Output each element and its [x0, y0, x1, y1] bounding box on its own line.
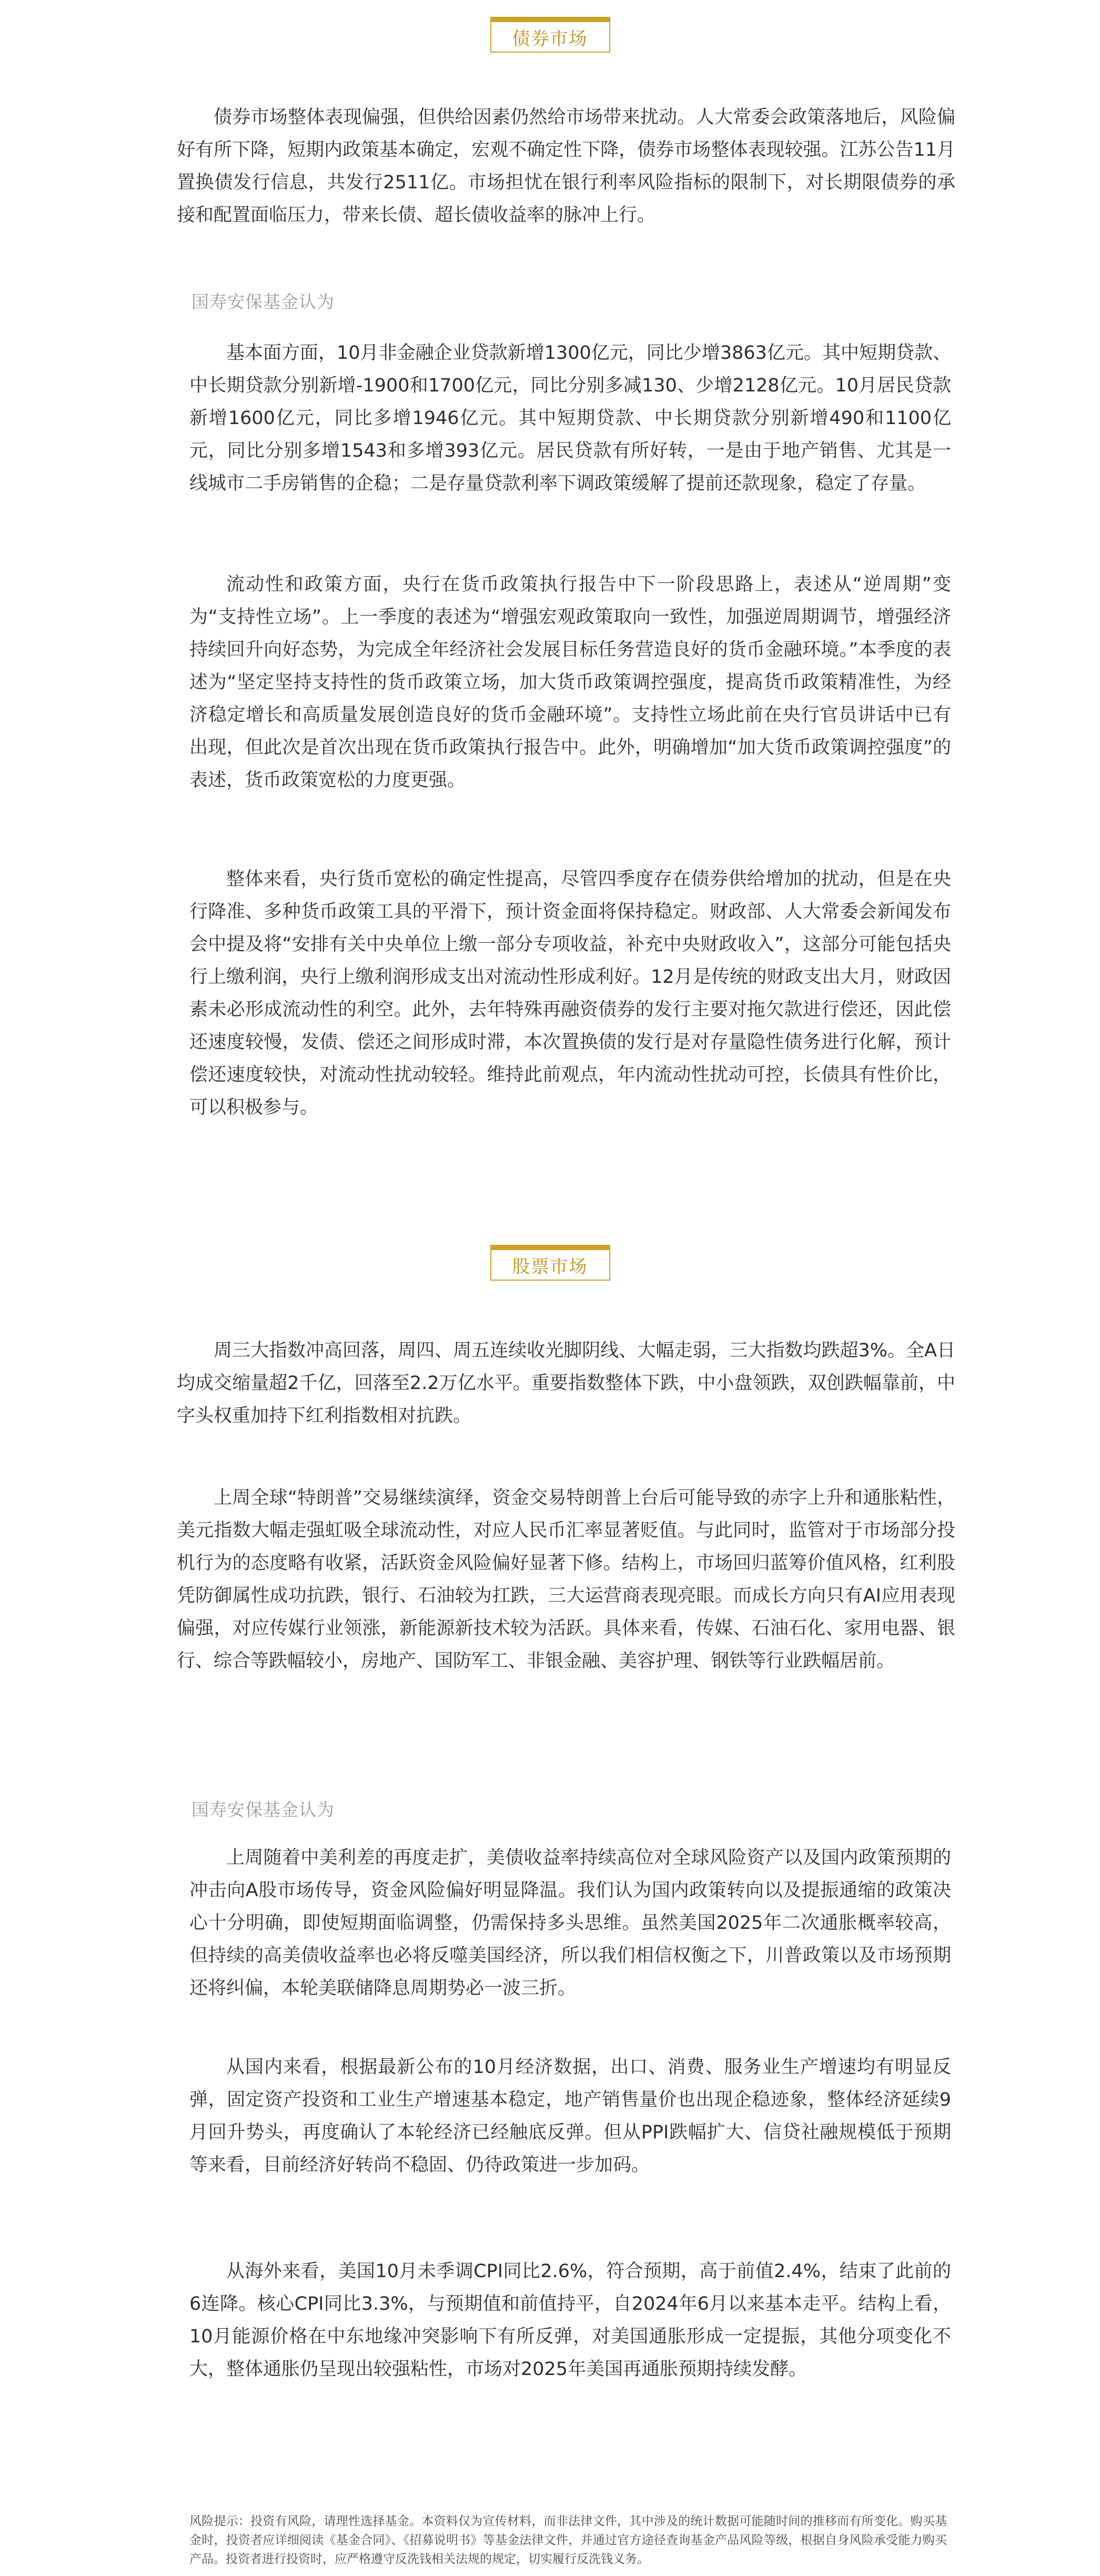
bond-paragraph-liquidity: 流动性和政策方面，央行在货币政策执行报告中下一阶段思路上，表述从“逆周期”变为“支持性立场”。上一季度的表述为“增强宏观政策取向一致性，加强逆周期调节，增强经济持续回升向好态势，为完成全年经济社会发展目标任务营造良好的货币金融环境。”本季度的表述为“坚定坚持支持性的货币政策立场，加大货币政策调控强度，提高货币政策精准性，为经济稳定增长和高质量发展创造良好的货币金融环境”。支持性立场此前在央行官员讲话中已有出现，但此次是首次出现在货币政策执行报告中。此外，明确增加“加大货币政策调控强度”的表述，货币政策宽松的力度更强。: [189, 574, 951, 791]
stock-section-badge: 股票市场: [490, 1245, 610, 1281]
risk-disclaimer: 风险提示：投资有风险，请理性选择基金。本资料仅为宣传材料，而非法律文件，其中涉及的统计数据可能随时间的推移而有所变化。购买基金时，投资者应详细阅读《基金合同》、《招募说明书》等基金法律文件，并通过官方途径查询基金产品风险等级，根据自身风险承受能力购买产品。投资者进行投资时，应严格遵守反洗钱相关法规的规定，切实履行反洗钱义务。: [189, 2514, 947, 2566]
bond-badge-wrap: [0, 17, 1100, 53]
bond-section-badge: 债券市场: [490, 17, 610, 53]
stock-paragraph-overseas: 从海外来看，美国10月未季调CPI同比2.6%，符合预期，高于前值2.4%，结束了此前的6连降。核心CPI同比3.3%，与预期值和前值持平，自2024年6月以来基本走平。结构上看，10月能源价格在中东地缘冲突影响下有所反弹，对美国通胀形成一定提振，其他分项变化不大，整体通胀仍呈现出较强粘性，市场对2025年美国再通胀预期持续发酵。: [189, 2261, 951, 2380]
bond-view-heading: 国寿安保基金认为: [191, 291, 335, 312]
stock-badge-wrap: [0, 1245, 1100, 1281]
bond-intro-paragraph: 债券市场整体表现偏强，但供给因素仍然给市场带来扰动。人大常委会政策落地后，风险偏好有所下降，短期内政策基本确定，宏观不确定性下降，债券市场整体表现较强。江苏公告11月置换债发行信息，共发行2511亿。市场担忧在银行利率风险指标的限制下，对长期限债券的承接和配置面临压力，带来长债、超长债收益率的脉冲上行。: [177, 107, 955, 226]
stock-paragraph-policy: 上周随着中美利差的再度走扩，美债收益率持续高位对全球风险资产以及国内政策预期的冲击向A股市场传导，资金风险偏好明显降温。我们认为国内政策转向以及提振通缩的政策决心十分明确，即使短期面临调整，仍需保持多头思维。虽然美国2025年二次通胀概率较高，但持续的高美债收益率也必将反噬美国经济，所以我们相信权衡之下，川普政策以及市场预期还将纠偏，本轮美联储降息周期势必一波三折。: [189, 1847, 951, 1999]
stock-intro-paragraph-1: 周三大指数冲高回落，周四、周五连续收光脚阴线、大幅走弱，三大指数均跌超3%。全A日均成交缩量超2千亿，回落至2.2万亿水平。重要指数整体下跌，中小盘领跌，双创跌幅靠前，中字头权重加持下红利指数相对抗跌。: [177, 1340, 955, 1426]
stock-paragraph-domestic: 从国内来看，根据最新公布的10月经济数据，出口、消费、服务业生产增速均有明显反弹，固定资产投资和工业生产增速基本稳定，地产销售量价也出现企稳迹象，整体经济延续9月回升势头，再度确认了本轮经济已经触底反弹。但从PPI跌幅扩大、信贷社融规模低于预期等来看，目前经济好转尚不稳固、仍待政策进一步加码。: [189, 2057, 951, 2176]
stock-intro-paragraph-2: 上周全球“特朗普”交易继续演绎，资金交易特朗普上台后可能导致的赤字上升和通胀粘性，美元指数大幅走强虹吸全球流动性，对应人民币汇率显著贬值。与此同时，监管对于市场部分投机行为的态度略有收紧，活跃资金风险偏好显著下修。结构上，市场回归蓝筹价值风格，红利股凭防御属性成功抗跌，银行、石油较为扛跌，三大运营商表现亮眼。而成长方向只有AI应用表现偏强，对应传媒行业领涨，新能源新技术较为活跃。具体来看，传媒、石油石化、家用电器、银行、综合等跌幅较小，房地产、国防军工、非银金融、美容护理、钢铁等行业跌幅居前。: [177, 1487, 955, 1672]
stock-view-heading: 国寿安保基金认为: [191, 1799, 335, 1820]
bond-paragraph-overall: 整体来看，央行货币宽松的确定性提高，尽管四季度存在债券供给增加的扰动，但是在央行降准、多种货币政策工具的平滑下，预计资金面将保持稳定。财政部、人大常委会新闻发布会中提及将“安排有关中央单位上缴一部分专项收益，补充中央财政收入”，这部分可能包括央行上缴利润，央行上缴利润形成支出对流动性形成利好。12月是传统的财政支出大月，财政因素未必形成流动性的利空。此外，去年特殊再融资债券的发行主要对拖欠款进行偿还，因此偿还速度较慢，发债、偿还之间形成时滞，本次置换债的发行是对存量隐性债务进行化解，预计偿还速度较快，对流动性扰动较轻。维持此前观点，年内流动性扰动可控，长债具有性价比，可以积极参与。: [189, 869, 951, 1118]
bond-paragraph-fundamentals: 基本面方面，10月非金融企业贷款新增1300亿元，同比少增3863亿元。其中短期贷款、中长期贷款分别新增-1900和1700亿元，同比分别多减130、少增2128亿元。10月居民贷款新增1600亿元，同比多增1946亿元。其中短期贷款、中长期贷款分别新增490和1100亿元，同比分别多增1543和多增393亿元。居民贷款有所好转，一是由于地产销售、尤其是一线城市二手房销售的企稳；二是存量贷款利率下调政策缓解了提前还款现象，稳定了存量。: [189, 343, 951, 494]
